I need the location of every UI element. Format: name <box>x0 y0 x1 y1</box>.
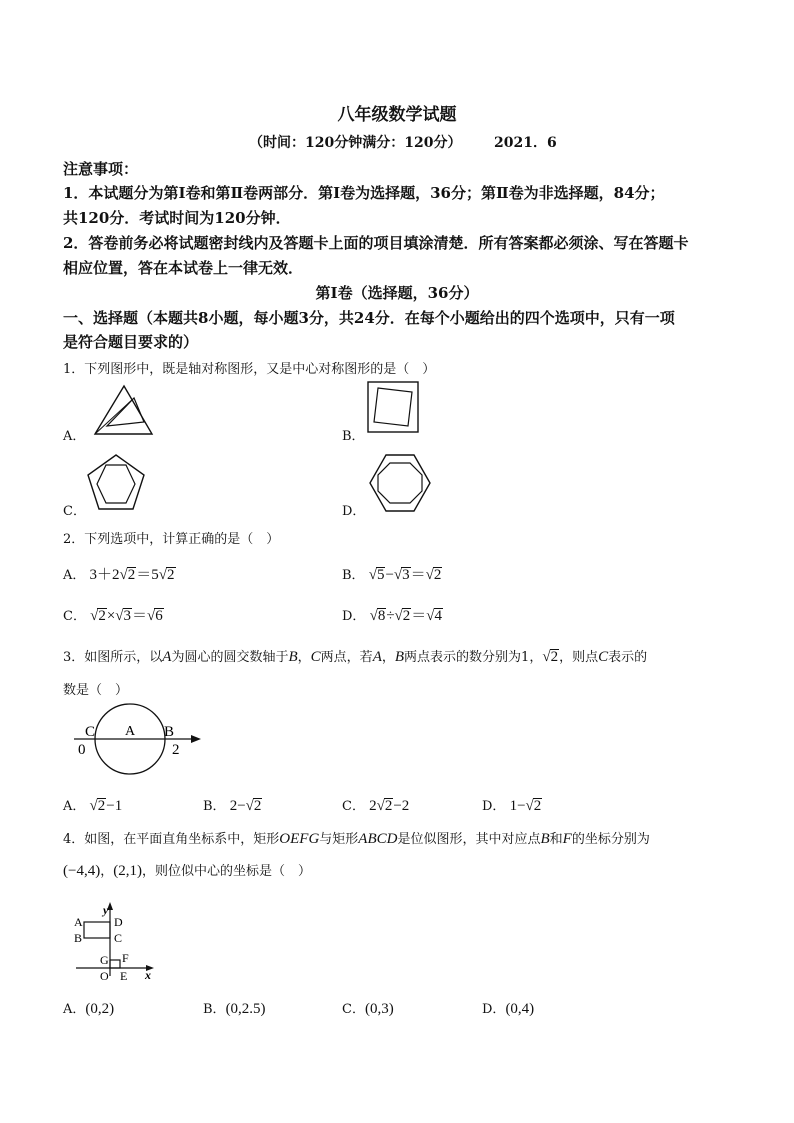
section-1-heading-line-2: 是符合题目要求的） <box>63 333 199 351</box>
q4-label-b: B <box>74 931 83 945</box>
question-4-stem-line-1: 4．如图，在平面直角坐标系中，矩形OEFG与矩形ABCD是位似图形，其中对应点B和F的坐标分别为 <box>63 831 650 847</box>
q3-option-c <box>342 795 409 815</box>
q2-option-b <box>342 563 442 584</box>
question-1-stem: 1．下列图形中，既是轴对称图形，又是中心对称图形的是（ ） <box>63 362 436 377</box>
note-item-2-line-1: 2．答卷前务必将试题密封线内及答题卡上面的项目填涂清楚．所有答案都必须涂、写在答题卡 <box>63 234 689 252</box>
q4-option-a-label: A． <box>63 1002 86 1017</box>
q2-option-b-expr: √5−√3＝√2 <box>368 567 442 583</box>
notes-heading: 注意事项： <box>63 160 139 178</box>
q3-option-b-label: B． <box>203 799 226 814</box>
q4-label-c: C <box>114 931 123 945</box>
q1-option-b-label: B． <box>342 429 365 444</box>
q2-option-c-expr: √2×√3＝√6 <box>90 608 163 624</box>
q4-option-b-label: B． <box>203 1002 226 1017</box>
q1-option-d-figure <box>368 453 432 513</box>
q4-label-y: y <box>103 903 109 917</box>
q2-option-b-label: B． <box>342 568 365 583</box>
q3-option-c-expr: 2√2−2 <box>369 798 410 814</box>
q4-label-o: O <box>100 969 109 983</box>
q4-label-f: F <box>122 951 129 965</box>
q4-option-c-value: (0,3) <box>364 1001 394 1017</box>
q3-label-b: B <box>164 724 175 740</box>
q1-option-a-figure <box>92 384 154 436</box>
q1-option-c-label: C． <box>63 504 86 519</box>
q4-option-a-value: (0,2) <box>85 1001 115 1017</box>
q4-option-b-value: (0,2.5) <box>225 1001 266 1017</box>
q4-option-d <box>482 998 534 1018</box>
q2-option-a <box>63 563 176 584</box>
q4-label-a: A <box>74 915 83 929</box>
q2-option-d-label: D． <box>342 609 366 624</box>
q4-option-c-label: C． <box>342 1002 365 1017</box>
q3-option-c-label: C． <box>342 799 365 814</box>
q1-option-c-figure <box>86 453 146 513</box>
q3-label-c: C <box>85 724 96 740</box>
q3-option-d-label: D． <box>482 799 506 814</box>
exam-time-info: （时间：120分钟满分：120分） <box>249 135 462 151</box>
q4-coordinate-figure <box>72 900 162 984</box>
q1-option-b-figure <box>366 380 420 434</box>
part-1-heading: 第Ⅰ卷（选择题，36分） <box>315 284 479 302</box>
q2-option-d-expr: √8÷√2＝√4 <box>369 608 443 624</box>
q2-option-d <box>342 604 443 625</box>
q3-option-d <box>482 795 542 815</box>
q1-option-a-label: A． <box>63 429 86 444</box>
q2-option-c-label: C． <box>63 609 86 624</box>
note-item-1-line-1: 1．本试题分为第Ⅰ卷和第Ⅱ卷两部分．第Ⅰ卷为选择题，36分；第Ⅱ卷为非选择题，84分； <box>63 184 665 202</box>
section-1-heading-line-1: 一、选择题（本题共8小题，每小题3分，共24分．在每个小题给出的四个选项中，只有一项 <box>63 309 675 327</box>
question-3-stem-line-2: 数是（ ） <box>63 683 129 698</box>
q2-option-c <box>63 604 164 625</box>
q3-label-2: 2 <box>172 742 180 758</box>
q3-label-a: A <box>125 724 136 739</box>
note-item-2-line-2: 相应位置，答在本试卷上一律无效． <box>63 259 304 277</box>
q3-option-b-expr: 2−√2 <box>229 798 262 814</box>
q4-option-a <box>63 998 114 1018</box>
q3-option-a-expr: √2−1 <box>89 798 123 814</box>
q2-option-a-expr: 3＋2√2＝5√2 <box>89 567 175 583</box>
question-4-stem-line-2: (−4,4)，(2,1)，则位似中心的坐标是（ ） <box>63 863 311 879</box>
q3-option-a-label: A． <box>63 799 86 814</box>
q3-option-b <box>203 795 262 815</box>
q4-label-x: x <box>145 968 151 982</box>
q2-option-a-label: A． <box>63 568 86 583</box>
exam-date: 2021．6 <box>494 135 557 151</box>
q3-number-line-figure <box>70 704 202 778</box>
note-item-1-line-2: 共120分．考试时间为120分钟． <box>63 209 291 227</box>
q4-option-c <box>342 998 394 1018</box>
q4-label-d: D <box>114 915 123 929</box>
q4-option-d-label: D． <box>482 1002 506 1017</box>
q3-option-a <box>63 795 122 815</box>
q3-label-0: 0 <box>78 742 86 758</box>
q4-label-e: E <box>120 969 128 983</box>
question-3-stem-line-1: 3．如图所示，以A为圆心的圆交数轴于B，C两点，若A，B两点表示的数分别为1，√2，则点C表示的 <box>63 649 648 665</box>
q1-option-d-label: D． <box>342 504 366 519</box>
page-title: 八年级数学试题 <box>337 105 457 125</box>
q3-option-d-expr: 1−√2 <box>509 798 542 814</box>
q4-option-d-value: (0,4) <box>505 1001 535 1017</box>
q4-label-g: G <box>100 953 109 967</box>
question-2-stem: 2．下列选项中，计算正确的是（ ） <box>63 532 280 547</box>
q4-option-b <box>203 998 266 1018</box>
